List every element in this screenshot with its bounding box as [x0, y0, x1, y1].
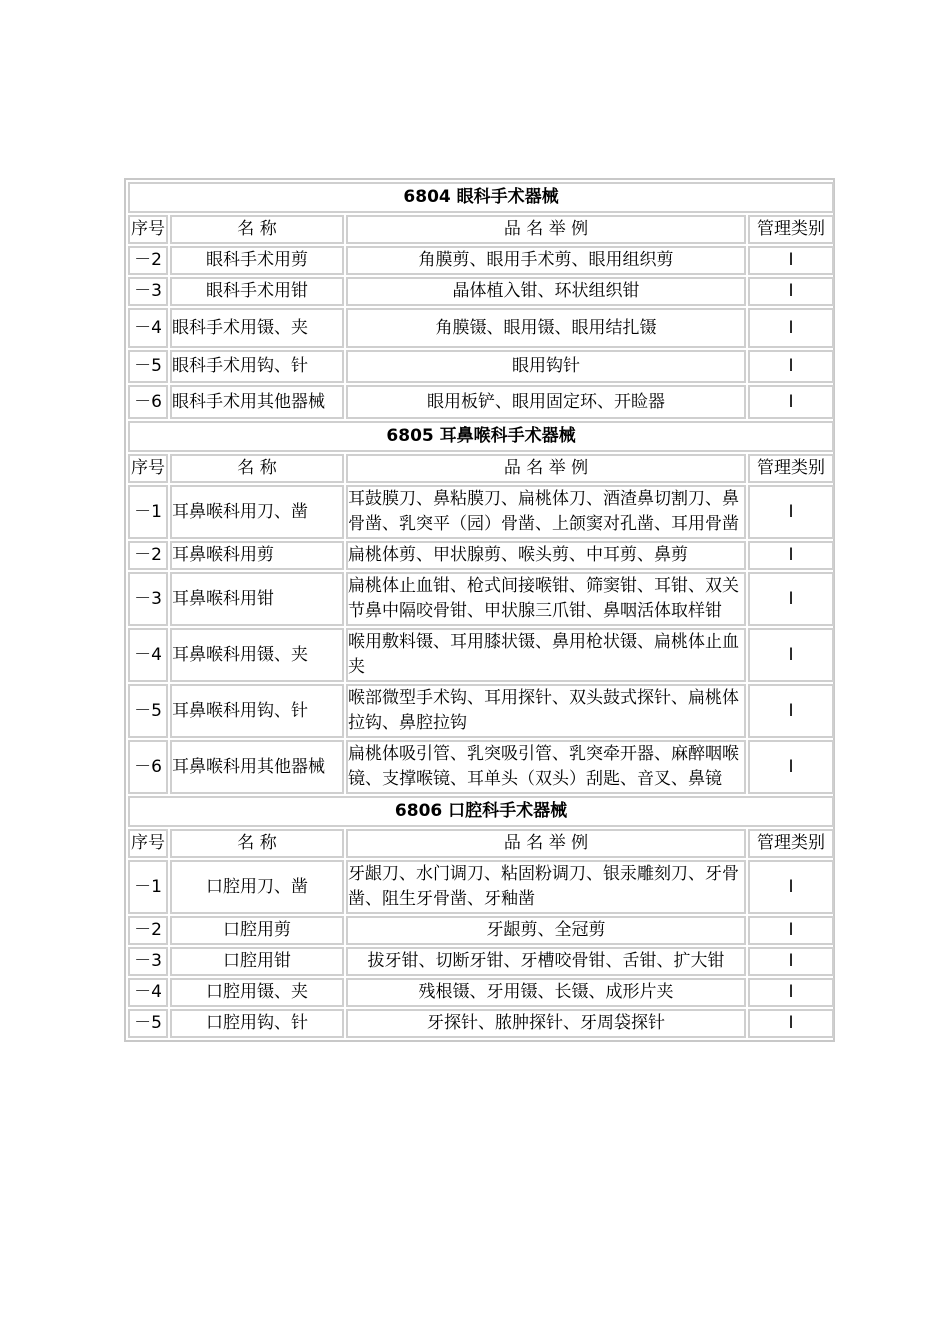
cell-seq: －6: [128, 385, 168, 419]
section-title-row: [128, 421, 834, 452]
table-row: [128, 684, 834, 738]
header-seq: 序号: [128, 215, 168, 244]
cell-name: 眼科手术用其他器械: [170, 385, 344, 419]
table-row: [128, 1009, 834, 1038]
section-title-row: [128, 796, 834, 827]
header-class: 管理类别: [748, 454, 834, 483]
cell-examples: 喉用敷料镊、耳用膝状镊、鼻用枪状镊、扁桃体止血夹: [346, 628, 746, 682]
cell-class: Ⅰ: [748, 860, 834, 914]
cell-class: Ⅰ: [748, 916, 834, 945]
cell-examples: 拔牙钳、切断牙钳、牙槽咬骨钳、舌钳、扩大钳: [346, 947, 746, 976]
cell-seq: －6: [128, 740, 168, 794]
header-row: [128, 454, 834, 483]
cell-class: Ⅰ: [748, 572, 834, 626]
cell-examples: 角膜剪、眼用手术剪、眼用组织剪: [346, 246, 746, 275]
cell-name: 耳鼻喉科用刀、凿: [170, 485, 344, 539]
section-title: 6805 耳鼻喉科手术器械: [128, 421, 834, 452]
cell-class: Ⅰ: [748, 541, 834, 570]
table-row: [128, 628, 834, 682]
cell-name: 眼科手术用钳: [170, 277, 344, 306]
cell-name: 眼科手术用钩、针: [170, 350, 344, 383]
table-row: [128, 916, 834, 945]
table-row: [128, 277, 834, 306]
cell-examples: 牙探针、脓肿探针、牙周袋探针: [346, 1009, 746, 1038]
cell-examples: 喉部微型手术钩、耳用探针、双头鼓式探针、扁桃体拉钩、鼻腔拉钩: [346, 684, 746, 738]
cell-examples: 牙龈剪、全冠剪: [346, 916, 746, 945]
cell-class: Ⅰ: [748, 277, 834, 306]
cell-name: 耳鼻喉科用钩、针: [170, 684, 344, 738]
header-seq: 序号: [128, 829, 168, 858]
cell-name: 口腔用刀、凿: [170, 860, 344, 914]
table-row: [128, 860, 834, 914]
section-title: 6806 口腔科手术器械: [128, 796, 834, 827]
cell-examples: 眼用钩针: [346, 350, 746, 383]
table-row: [128, 485, 834, 539]
section-title-row: [128, 182, 834, 213]
cell-name: 耳鼻喉科用剪: [170, 541, 344, 570]
header-examples: 品 名 举 例: [346, 454, 746, 483]
catalog-table-frame: [124, 178, 835, 1042]
table-row: [128, 572, 834, 626]
cell-examples: 牙龈刀、水门调刀、粘固粉调刀、银汞雕刻刀、牙骨凿、阻生牙骨凿、牙釉凿: [346, 860, 746, 914]
cell-class: Ⅰ: [748, 308, 834, 348]
cell-seq: －3: [128, 277, 168, 306]
header-name: 名 称: [170, 829, 344, 858]
cell-class: Ⅰ: [748, 628, 834, 682]
cell-class: Ⅰ: [748, 684, 834, 738]
cell-seq: －5: [128, 684, 168, 738]
cell-seq: －2: [128, 541, 168, 570]
section-title: 6804 眼科手术器械: [128, 182, 834, 213]
header-name: 名 称: [170, 454, 344, 483]
cell-seq: －1: [128, 485, 168, 539]
cell-class: Ⅰ: [748, 947, 834, 976]
cell-name: 耳鼻喉科用其他器械: [170, 740, 344, 794]
cell-name: 口腔用钳: [170, 947, 344, 976]
cell-class: Ⅰ: [748, 485, 834, 539]
table-row: [128, 385, 834, 419]
cell-class: Ⅰ: [748, 978, 834, 1007]
header-name: 名 称: [170, 215, 344, 244]
cell-seq: －5: [128, 350, 168, 383]
header-seq: 序号: [128, 454, 168, 483]
header-examples: 品 名 举 例: [346, 829, 746, 858]
cell-seq: －2: [128, 916, 168, 945]
cell-examples: 耳鼓膜刀、鼻粘膜刀、扁桃体刀、酒渣鼻切割刀、鼻骨凿、乳突平（园）骨凿、上颌窦对孔凿、耳用骨凿: [346, 485, 746, 539]
cell-class: Ⅰ: [748, 740, 834, 794]
cell-seq: －4: [128, 628, 168, 682]
cell-name: 口腔用镊、夹: [170, 978, 344, 1007]
cell-seq: －1: [128, 860, 168, 914]
header-row: [128, 829, 834, 858]
cell-seq: －4: [128, 978, 168, 1007]
cell-name: 口腔用剪: [170, 916, 344, 945]
header-class: 管理类别: [748, 829, 834, 858]
header-examples: 品 名 举 例: [346, 215, 746, 244]
table-row: [128, 740, 834, 794]
cell-name: 眼科手术用镊、夹: [170, 308, 344, 348]
cell-examples: 晶体植入钳、环状组织钳: [346, 277, 746, 306]
cell-class: Ⅰ: [748, 1009, 834, 1038]
cell-examples: 眼用板铲、眼用固定环、开睑器: [346, 385, 746, 419]
cell-class: Ⅰ: [748, 350, 834, 383]
cell-examples: 扁桃体止血钳、枪式间接喉钳、筛窦钳、耳钳、双关节鼻中隔咬骨钳、甲状腺三爪钳、鼻咽活体取样钳: [346, 572, 746, 626]
cell-examples: 扁桃体吸引管、乳突吸引管、乳突牵开器、麻醉咽喉镜、支撑喉镜、耳单头（双头）刮匙、音叉、鼻镜: [346, 740, 746, 794]
cell-name: 眼科手术用剪: [170, 246, 344, 275]
cell-name: 口腔用钩、针: [170, 1009, 344, 1038]
cell-examples: 角膜镊、眼用镊、眼用结扎镊: [346, 308, 746, 348]
cell-class: Ⅰ: [748, 385, 834, 419]
table-row: [128, 350, 834, 383]
table-row: [128, 308, 834, 348]
cell-name: 耳鼻喉科用钳: [170, 572, 344, 626]
cell-examples: 扁桃体剪、甲状腺剪、喉头剪、中耳剪、鼻剪: [346, 541, 746, 570]
cell-seq: －3: [128, 572, 168, 626]
table-row: [128, 947, 834, 976]
cell-seq: －4: [128, 308, 168, 348]
header-row: [128, 215, 834, 244]
cell-seq: －2: [128, 246, 168, 275]
cell-seq: －3: [128, 947, 168, 976]
cell-class: Ⅰ: [748, 246, 834, 275]
table-row: [128, 978, 834, 1007]
header-class: 管理类别: [748, 215, 834, 244]
cell-name: 耳鼻喉科用镊、夹: [170, 628, 344, 682]
cell-seq: －5: [128, 1009, 168, 1038]
catalog-table: [126, 180, 836, 1040]
cell-examples: 残根镊、牙用镊、长镊、成形片夹: [346, 978, 746, 1007]
table-row: [128, 541, 834, 570]
table-row: [128, 246, 834, 275]
